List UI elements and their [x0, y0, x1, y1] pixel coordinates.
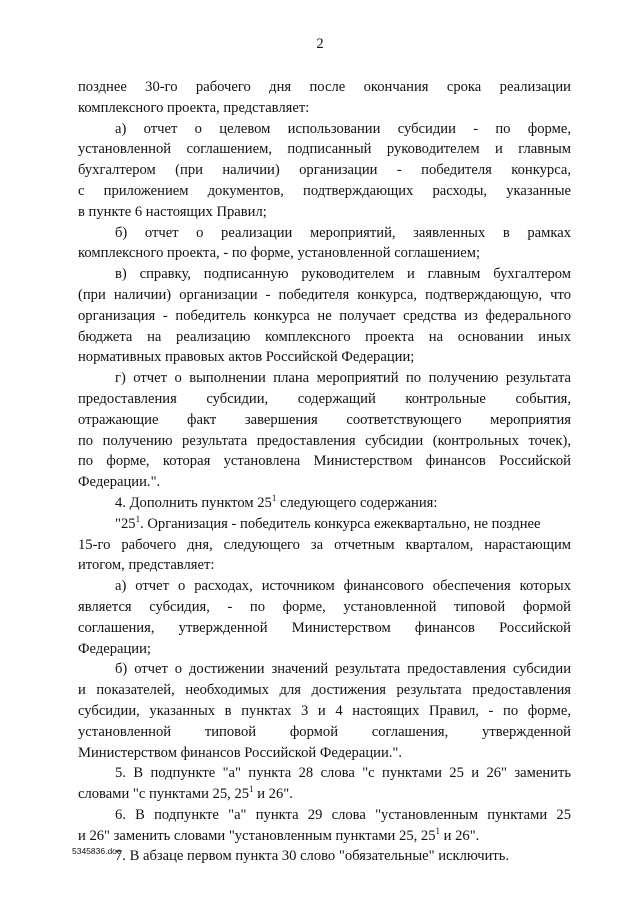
text-line: г) отчет о выполнении плана мероприятий по получению результата: [115, 370, 571, 387]
text-line: позднее 30-го рабочего дня после окончания срока реализации: [78, 79, 571, 95]
text-line: [78, 784, 571, 805]
text-line: отражающие факт завершения соответствующего мероприятия: [78, 411, 571, 428]
text-fragment: и 26".: [440, 827, 480, 844]
text-line: установленной типовой формой соглашения, утвержденной: [78, 723, 571, 740]
text-line: 6. В подпункте "а" пункта 29 слова "установленным пунктами 25: [115, 806, 571, 823]
text-line: итогом, представляет:: [78, 557, 215, 574]
text-line: бухгалтером (при наличии) организации - победителя конкурса,: [78, 162, 571, 179]
text-line: по получению результата предоставления субсидии (контрольных точек),: [78, 432, 571, 449]
superscript: 1: [135, 513, 141, 524]
text-fragment: "25: [115, 515, 136, 532]
text-line: установленной соглашением, подписанный руководителем и главным: [78, 141, 571, 158]
text-line: 15-го рабочего дня, следующего за отчетным кварталом, нарастающим: [78, 536, 571, 553]
text-fragment: и 26".: [253, 786, 293, 803]
superscript: 1: [249, 784, 254, 795]
text-line: 5. В подпункте "а" пункта 28 слова "с пунктами 25 и 26" заменить: [115, 765, 571, 782]
text-line: комплексного проекта, - по форме, установленной соглашением;: [78, 245, 481, 262]
text-line: [78, 514, 571, 535]
page-number: 2: [316, 36, 324, 52]
text-fragment: и 26" заменить словами "установленным пунктами 25, 25: [78, 827, 436, 844]
text-line: является субсидия, - по форме, установленной типовой формой: [78, 598, 571, 615]
text-fragment: словами "с пунктами 25, 25: [78, 786, 250, 803]
text-line: по форме, которая установлена Министерством финансов Российской: [78, 453, 571, 470]
text-fragment: 4. Дополнить пунктом 25: [115, 494, 272, 511]
text-line: предоставления субсидии, содержащий контрольные события,: [78, 390, 571, 407]
text-line: б) отчет о достижении значений результата предоставления субсидии: [115, 661, 571, 678]
text-line: и показателей, необходимых для достижения результата предоставления: [78, 682, 571, 699]
text-fragment: следующего содержания:: [276, 494, 438, 511]
text-line: нормативных правовых актов Российской Федерации;: [78, 349, 415, 366]
document-body: [78, 77, 571, 867]
text-line: организация - победитель конкурса не получает средства из федерального: [78, 307, 571, 324]
text-line: а) отчет о расходах, источником финансового обеспечения которых: [115, 578, 571, 595]
text-line: [78, 493, 571, 514]
text-line: в пункте 6 настоящих Правил;: [78, 203, 267, 220]
text-line: б) отчет о реализации мероприятий, заявленных в рамках: [115, 224, 571, 241]
superscript: 1: [435, 825, 441, 836]
text-line: (при наличии) организации - победителя конкурса, подтверждающую, что: [78, 286, 571, 303]
text-line: соглашения, утвержденной Министерством финансов Российской: [78, 619, 571, 636]
text-line: в) справку, подписанную руководителем и главным бухгалтером: [115, 266, 571, 283]
text-line: Федерации.".: [78, 474, 161, 491]
text-fragment: . Организация - победитель конкурса ежеквартально, не позднее: [140, 515, 541, 532]
text-line: комплексного проекта, представляет:: [78, 99, 310, 116]
text-line: бюджета на реализацию комплексного проекта на основании иных: [78, 328, 571, 345]
text-line: субсидии, указанных в пунктах 3 и 4 настоящих Правил, - по форме,: [78, 702, 571, 719]
text-line: Федерации;: [78, 640, 151, 657]
text-line: [78, 826, 571, 847]
text-line: Министерством финансов Российской Федерации.".: [78, 744, 403, 761]
text-line: с приложением документов, подтверждающих расходы, указанные: [78, 182, 571, 199]
text-line: а) отчет о целевом использовании субсидии - по форме,: [115, 120, 571, 137]
text-line: 7. В абзаце первом пункта 30 слово "обязательные" исключить.: [115, 848, 510, 865]
document-file-reference: 5345836.doc: [72, 846, 122, 856]
superscript: 1: [271, 492, 277, 503]
